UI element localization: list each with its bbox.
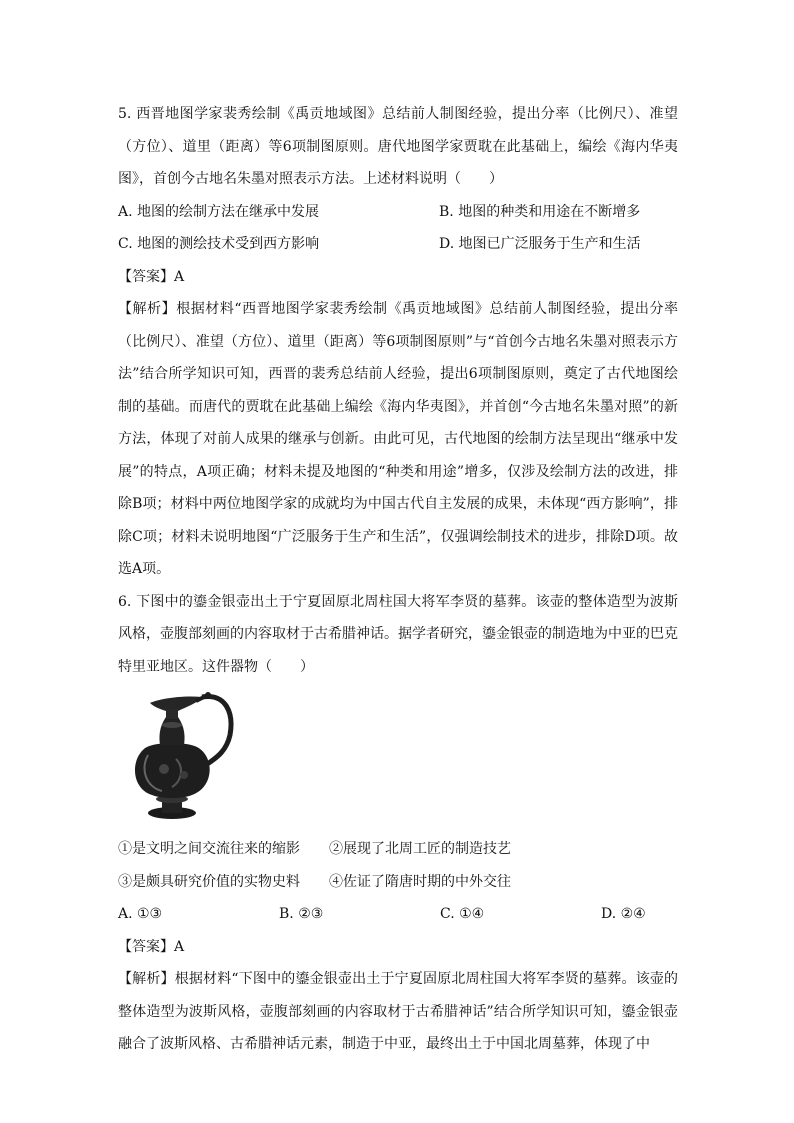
q5-option-c[interactable]: C. 地图的测绘技术受到西方影响 — [118, 236, 320, 252]
q6-option-d[interactable]: D. ②④ — [601, 906, 646, 922]
q6-statements-row-1 — [118, 833, 678, 866]
q6-analysis: 【解析】根据材料“下图中的鎏金银壶出土于宁夏固原北周柱国大将军李贤的墓葬。该壶的整体造型为波斯风格，壶腹部刻画的内容取材于古希腊神话”结合所学知识可知，鎏金银壶融合了波斯风格、古希腊神话元素，制造于中亚，最终出土于中国北周墓葬，体现了中 — [118, 971, 678, 1052]
q6-answer: 【答案】A — [118, 938, 185, 955]
q6-options — [118, 898, 678, 931]
q6-option-b[interactable]: B. ②③ — [279, 906, 324, 922]
q6-statements-row-2 — [118, 866, 678, 899]
q6-option-a[interactable]: A. ①③ — [118, 906, 163, 922]
q5-answer: 【答案】A — [118, 268, 185, 285]
q5-option-b[interactable]: B. 地图的种类和用途在不断增多 — [439, 203, 641, 220]
q6-statement-3: ③是颇具研究价值的实物史料 — [118, 873, 300, 890]
q5-options-row-1 — [118, 196, 678, 229]
gilded-silver-ewer-image — [118, 689, 678, 829]
ewer-illustration — [122, 689, 252, 821]
q6-statement-4: ④佐证了隋唐时期的中外交往 — [329, 873, 511, 890]
q5-stem: 5. 西晋地图学家裴秀绘制《禹贡地域图》总结前人制图经验，提出分率（比例尺）、准望（方位）、道里（距离）等6项制图原则。唐代地图学家贾耽在此基础上，编绘《海内华夷图》，首创今古地名朱墨对照表示方法。上述材料说明（ ） — [118, 106, 678, 187]
q6-stem: 6. 下图中的鎏金银壶出土于宁夏固原北周柱国大将军李贤的墓葬。该壶的整体造型为波斯风格，壶腹部刻画的内容取材于古希腊神话。据学者研究，鎏金银壶的制造地为中亚的巴克特里亚地区。这件器物（ ） — [118, 593, 678, 675]
document-page — [118, 98, 678, 1061]
q6-statement-1: ①是文明之间交流往来的缩影 — [118, 841, 300, 857]
q5-analysis: 【解析】根据材料“西晋地图学家裴秀绘制《禹贡地域图》总结前人制图经验，提出分率（比例尺）、准望（方位）、道里（距离）等6项制图原则”与“首创今古地名朱墨对照表示方法”结合所学知识可知，西晋的裴秀总结前人经验，提出6项制图原则，奠定了古代地图绘制的基础。而唐代的贾耽在此基础上编绘《海内华夷图》，并首创“今古地名朱墨对照”的新方法，体现了对前人成果的继承与创新。由此可见，古代地图的绘制方法呈现出“继承中发展”的特点，A项正确；材料未提及地图的“种类和用途”增多，仅涉及绘制方法的改进，排除B项；材料中两位地图学家的成就均为中国古代自主发展的成果，未体现“西方影响”，排除C项；材料未说明地图“广泛服务于生产和生活”，仅强调绘制技术的进步，排除D项。故选A项。 — [118, 301, 678, 577]
q6-option-c[interactable]: C. ①④ — [440, 906, 485, 922]
q5-options-row-2 — [118, 228, 678, 261]
q5-option-a[interactable]: A. 地图的绘制方法在继承中发展 — [118, 203, 320, 220]
q6-statement-2: ②展现了北周工匠的制造技艺 — [329, 841, 511, 857]
q5-option-d[interactable]: D. 地图已广泛服务于生产和生活 — [439, 236, 641, 252]
